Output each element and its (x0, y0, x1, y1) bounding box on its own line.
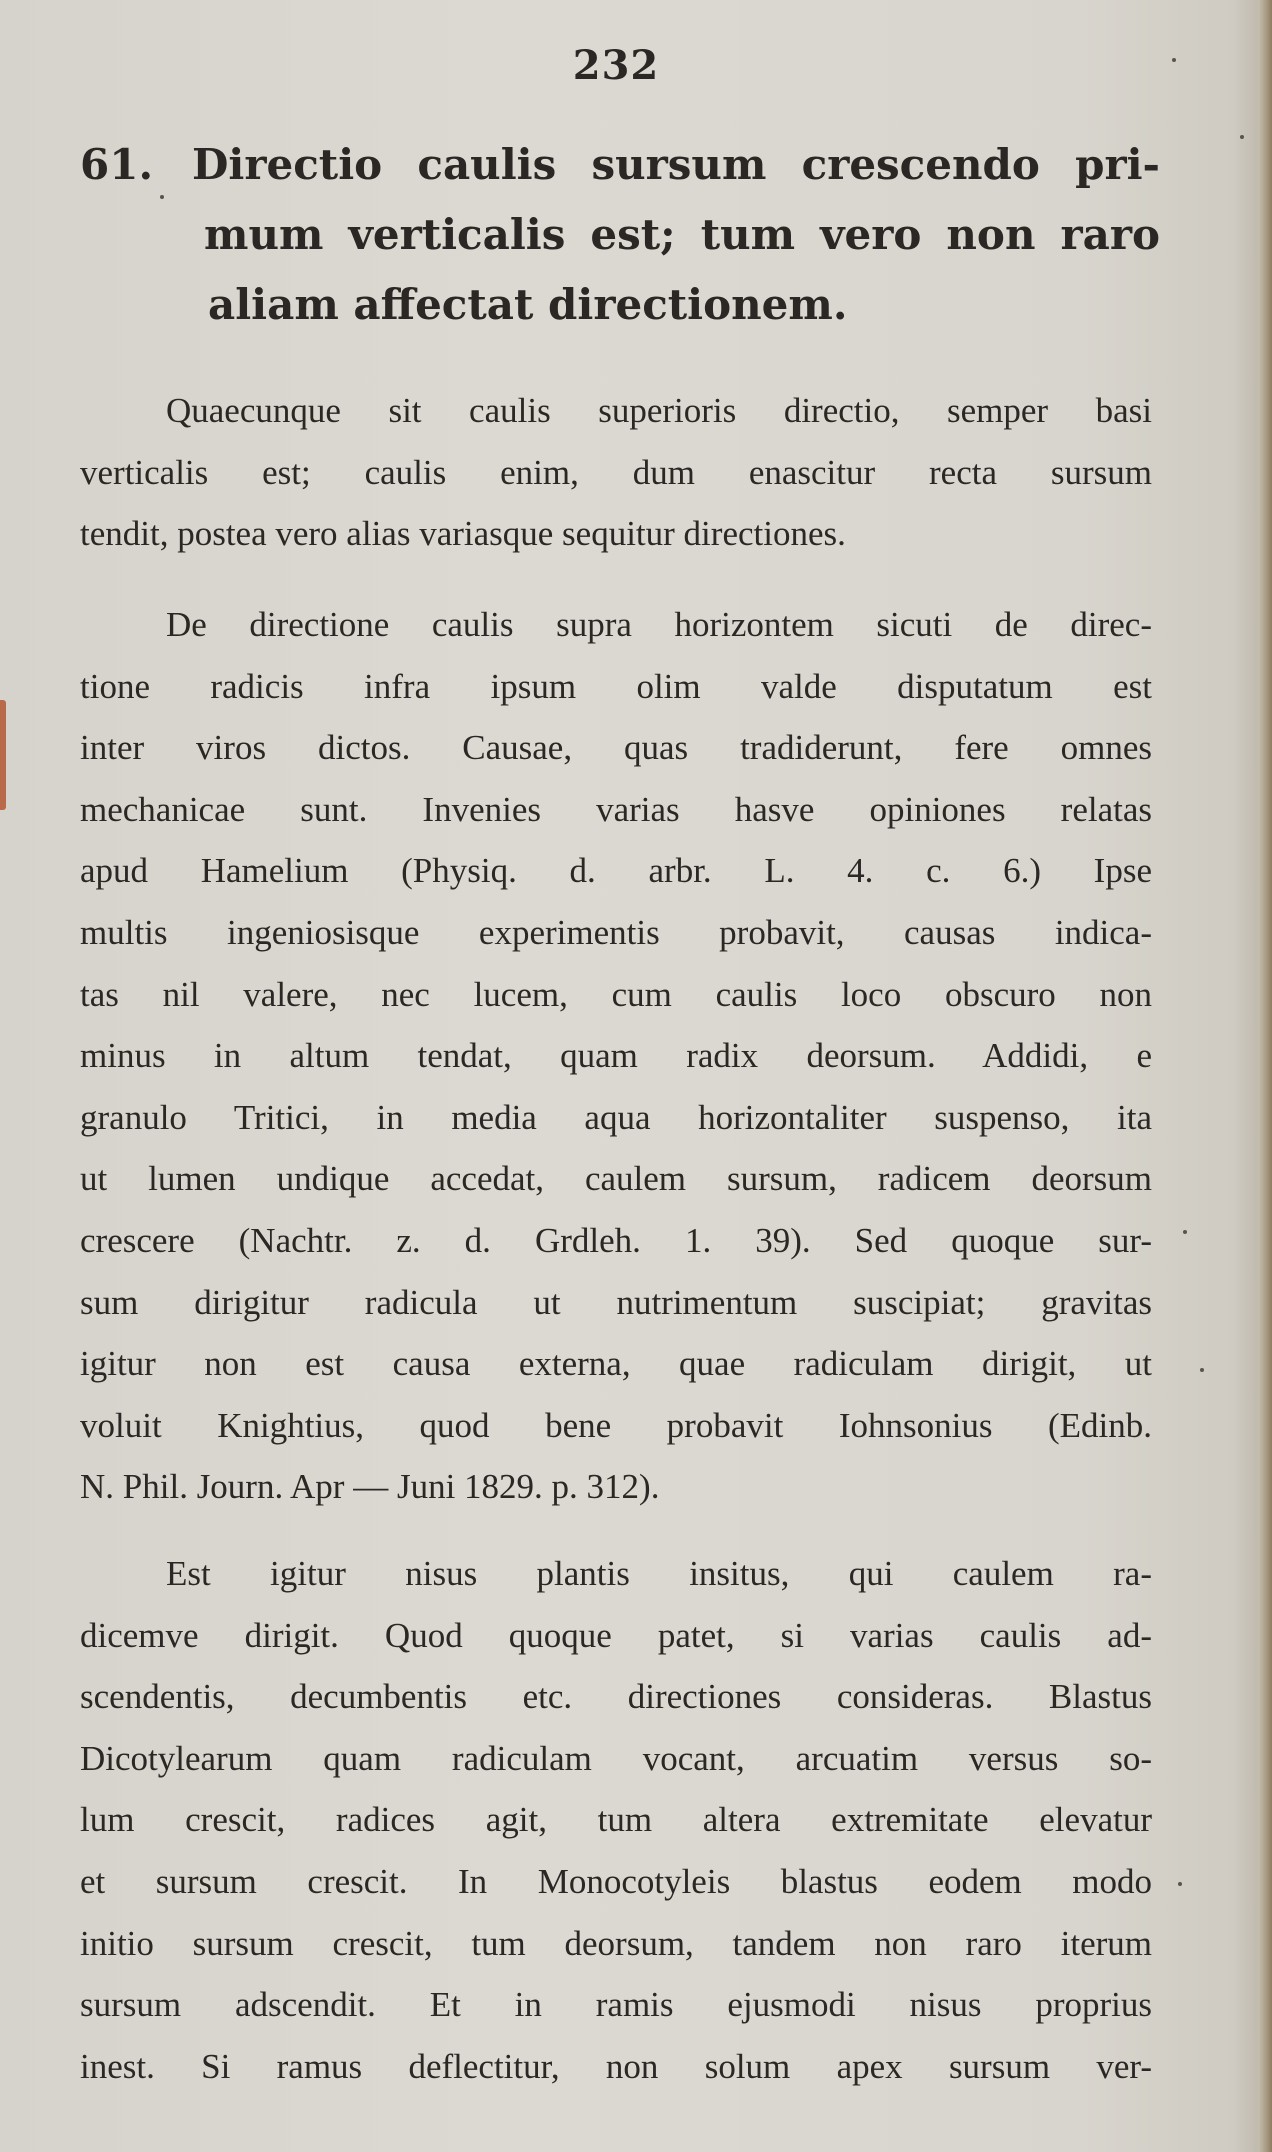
text-line: multis ingeniosisque experimentis probavit, causas indica- (80, 912, 1152, 952)
text-line: igitur non est causa externa, quae radiculam dirigit, ut (80, 1344, 1152, 1384)
text-line: et sursum crescit. In Monocotyleis blastus eodem modo (80, 1861, 1152, 1901)
paragraph-1 (80, 380, 1152, 565)
text-line: verticalis est; caulis enim, dum enascitur recta sursum (80, 452, 1152, 492)
speck (1178, 1882, 1182, 1886)
text-line: lum crescit, radices agit, tum altera extremitate elevatur (80, 1800, 1152, 1840)
text-line: crescere (Nachtr. z. d. Grdleh. 1. 39). Sed quoque sur- (80, 1220, 1152, 1260)
section-heading (80, 130, 1160, 340)
speck (1172, 58, 1176, 62)
paragraph-2 (80, 594, 1152, 1518)
page-edge-shadow (1258, 0, 1272, 2152)
text-line: Quaecunque sit caulis superioris directio, semper basi (166, 391, 1152, 430)
heading-line: aliam affectat directionem. (208, 280, 848, 329)
speck (1240, 135, 1244, 139)
text-line: initio sursum crescit, tum deorsum, tandem non raro iterum (80, 1923, 1152, 1963)
text-line: ut lumen undique accedat, caulem sursum, radicem deorsum (80, 1159, 1152, 1199)
text-line: inest. Si ramus deflectitur, non solum apex sursum ver- (80, 2046, 1152, 2086)
page-edge-mark (0, 700, 6, 810)
text-line: apud Hamelium (Physiq. d. arbr. L. 4. c. 6.) Ipse (80, 851, 1152, 891)
text-line: sum dirigitur radicula ut nutrimentum suscipiat; gravitas (80, 1282, 1152, 1322)
paragraph-3 (80, 1543, 1152, 2097)
text-line: minus in altum tendat, quam radix deorsum. Addidi, e (80, 1036, 1152, 1076)
text-line: voluit Knightius, quod bene probavit Iohnsonius (Edinb. (80, 1405, 1152, 1445)
heading-line: Directio caulis sursum crescendo pri- (192, 140, 1160, 189)
text-line: De directione caulis supra horizontem sicuti de direc- (166, 605, 1152, 644)
text-line: scendentis, decumbentis etc. directiones consideras. Blastus (80, 1677, 1152, 1717)
text-line: Dicotylearum quam radiculam vocant, arcuatim versus so- (80, 1738, 1152, 1778)
text-line: N. Phil. Journ. Apr — Juni 1829. p. 312). (80, 1467, 660, 1507)
text-line: mechanicae sunt. Invenies varias hasve opiniones relatas (80, 789, 1152, 829)
speck (160, 195, 164, 199)
text-line: tendit, postea vero alias variasque sequitur directiones. (80, 514, 846, 554)
text-line: dicemve dirigit. Quod quoque patet, si varias caulis ad- (80, 1615, 1152, 1655)
text-line: Est igitur nisus plantis insitus, qui caulem ra- (166, 1554, 1152, 1593)
text-line: tione radicis infra ipsum olim valde disputatum est (80, 666, 1152, 706)
page-number: 232 (572, 42, 660, 89)
section-number: 61. (80, 140, 154, 189)
text-line: sursum adscendit. Et in ramis ejusmodi nisus proprius (80, 1985, 1152, 2025)
text-line: tas nil valere, nec lucem, cum caulis loco obscuro non (80, 974, 1152, 1014)
heading-line: mum verticalis est; tum vero non raro (204, 210, 1160, 259)
text-line: inter viros dictos. Causae, quas tradiderunt, fere omnes (80, 728, 1152, 768)
speck (1183, 1230, 1187, 1234)
speck (1200, 1368, 1204, 1372)
text-line: granulo Tritici, in media aqua horizontaliter suspenso, ita (80, 1097, 1152, 1137)
